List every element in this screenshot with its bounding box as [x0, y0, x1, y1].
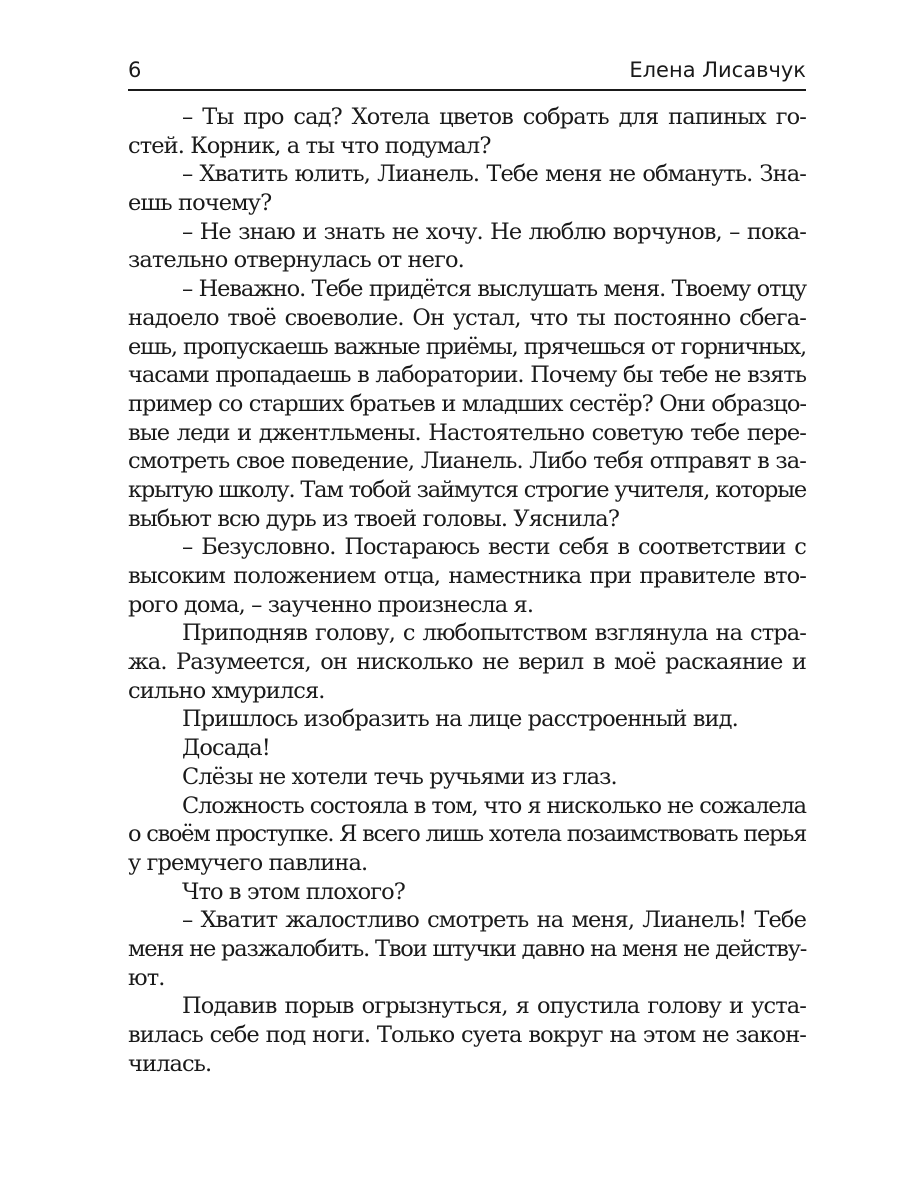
text-line: пример со старших братьев и младших сестёр? Они образцо- — [128, 390, 806, 417]
running-head-author: Елена Лисавчук — [629, 58, 806, 82]
text-line: смотреть свое поведение, Лианель. Либо тебя отправят в за- — [128, 448, 806, 475]
text-line: ют. — [128, 964, 165, 991]
text-line: вые леди и джентльмены. Настоятельно советую тебе пере- — [128, 419, 806, 446]
body-text — [128, 103, 806, 1078]
text-line: – Безусловно. Постараюсь вести себя в соответствии с — [182, 534, 806, 561]
text-line: – Хватить юлить, Лианель. Тебе меня не обмануть. Зна- — [182, 161, 806, 188]
text-line: вилась себе под ноги. Только суета вокруг на этом не закон- — [128, 1022, 806, 1048]
text-line: сильно хмурился. — [128, 677, 325, 704]
text-line: высоким положением отца, наместника при правителе вто- — [128, 563, 806, 589]
text-line: рого дома, – заученно произнесла я. — [128, 591, 534, 618]
text-line: – Хватит жалостливо смотреть на меня, Лианель! Тебе — [182, 907, 806, 934]
text-line: ешь почему? — [128, 190, 272, 217]
text-line: чилась. — [128, 1050, 212, 1077]
text-line: стей. Корник, а ты что подумал? — [128, 132, 491, 159]
text-line: жа. Разумеется, он нисколько не верил в моё раскаяние и — [128, 649, 806, 676]
text-line: крытую школу. Там тобой займутся строгие учителя, которые — [128, 476, 807, 503]
text-line: часами пропадаешь в лаборатории. Почему бы тебе не взять — [128, 362, 806, 389]
text-line: – Ты про сад? Хотела цветов собрать для папиных го- — [182, 104, 806, 130]
text-line: надоело твоё своеволие. Он устал, что ты постоянно сбега- — [128, 304, 806, 331]
text-line: Досада! — [182, 735, 270, 762]
text-line: Подавив порыв огрызнуться, я опустила голову и уста- — [182, 993, 806, 1020]
text-line: Приподняв голову, с любопытством взглянула на стра- — [182, 620, 806, 647]
text-line: Сложность состояла в том, что я нисколько не сожалела — [182, 792, 806, 819]
text-line: о своём проступке. Я всего лишь хотела позаимствовать перья — [128, 821, 806, 848]
text-line: Что в этом плохого? — [182, 878, 405, 905]
page-header — [128, 52, 806, 90]
header-divider — [128, 89, 806, 91]
text-line: у гремучего павлина. — [128, 849, 368, 876]
text-line: ешь, пропускаешь важные приёмы, прячешься от горничных, — [128, 333, 806, 360]
text-line: – Неважно. Тебе придётся выслушать меня. Твоему отцу — [182, 276, 806, 303]
text-line: меня не разжалобить. Твои штучки давно на меня не действу- — [128, 935, 807, 962]
text-line: выбьют всю дурь из твоей головы. Уяснила? — [128, 505, 619, 532]
text-line: – Не знаю и знать не хочу. Не люблю ворчунов, – пока- — [182, 218, 806, 245]
text-line: Пришлось изобразить на лице расстроенный вид. — [182, 706, 738, 733]
page-number: 6 — [128, 58, 142, 82]
text-line: Слёзы не хотели течь ручьями из глаз. — [182, 763, 617, 790]
text-line: зательно отвернулась от него. — [128, 247, 464, 274]
